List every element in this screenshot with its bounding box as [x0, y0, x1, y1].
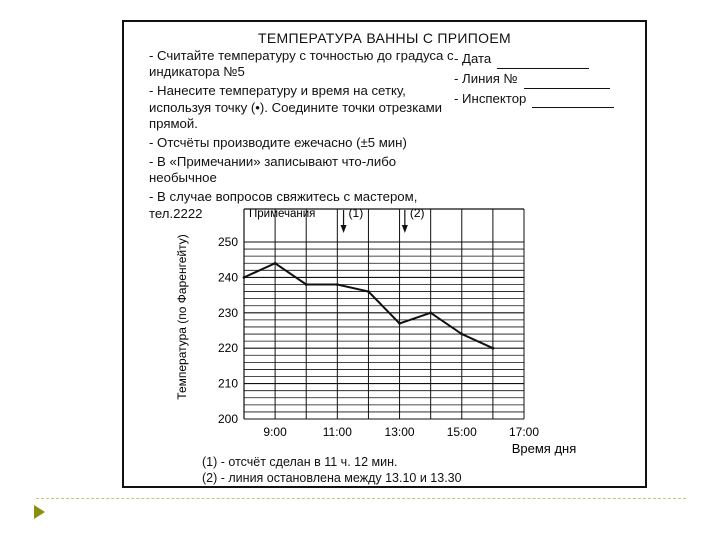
instruction-item: - Считайте температуру с точностью до градуса с индикатора №5: [149, 48, 454, 80]
instruction-item: - В «Примечании» записывают что-либо необычное: [149, 153, 397, 186]
x-tick-label: 15:00: [446, 425, 477, 439]
y-tick-label: 210: [217, 376, 238, 391]
y-tick-label: 200: [217, 412, 238, 426]
y-tick-label: 240: [217, 270, 238, 285]
x-tick-label: 11:00: [322, 425, 352, 439]
instruction-item: - В случае вопросов свяжитесь с мастером, тел.2222: [149, 189, 418, 221]
slide-divider: [36, 498, 686, 499]
y-tick-label: 250: [217, 235, 238, 249]
instruction-item: - Отсчёты производите ежечасно (±5 мин): [149, 135, 407, 151]
y-tick-label: 230: [217, 305, 238, 320]
annotation-label: (2): [409, 206, 425, 220]
inspector-label: - Инспектор: [454, 90, 527, 106]
instruction-item: - Нанесите температуру и время на сетку, используя точку (•). Соедините точки отрезками прямой.: [149, 83, 443, 132]
notes-header: Примечания: [249, 208, 316, 220]
annotation-arrow-head: [402, 225, 408, 233]
inspection-sheet: [122, 20, 647, 488]
temperature-data-point: [305, 283, 308, 286]
x-tick-label: 17:00: [508, 425, 540, 439]
footnotes: [202, 454, 462, 486]
temperature-data-point: [429, 311, 432, 314]
y-tick-label: 220: [217, 341, 238, 356]
bullet-arrow-icon: [34, 505, 45, 519]
temperature-data-point: [367, 290, 370, 293]
footnote-2: (2) - линия остановлена между 13.10 и 13.30: [202, 471, 462, 485]
temperature-data-point: [243, 276, 246, 279]
date-field-label: - Дата: [454, 51, 492, 66]
y-axis-label: Температура (по Фаренгейту): [175, 234, 189, 400]
footnote-1: (1) - отсчёт сделан в 11 ч. 12 мин.: [202, 455, 398, 469]
annotation-arrow-head: [341, 225, 347, 233]
annotation-label: (1): [348, 206, 364, 220]
temperature-data-point: [491, 347, 494, 350]
temperature-data-point: [460, 333, 463, 336]
x-tick-label: 13:00: [384, 425, 415, 439]
x-axis-label: Время дня: [511, 441, 577, 456]
x-tick-label: 9:00: [263, 425, 287, 439]
line-number-label: - Линия №: [454, 70, 518, 86]
temperature-chart: [124, 22, 645, 486]
temperature-data-point: [336, 283, 339, 286]
temperature-data-point: [398, 322, 401, 325]
temperature-data-point: [274, 262, 277, 265]
sheet-title: ТЕМПЕРАТУРА ВАННЫ С ПРИПОЕМ: [258, 30, 511, 46]
